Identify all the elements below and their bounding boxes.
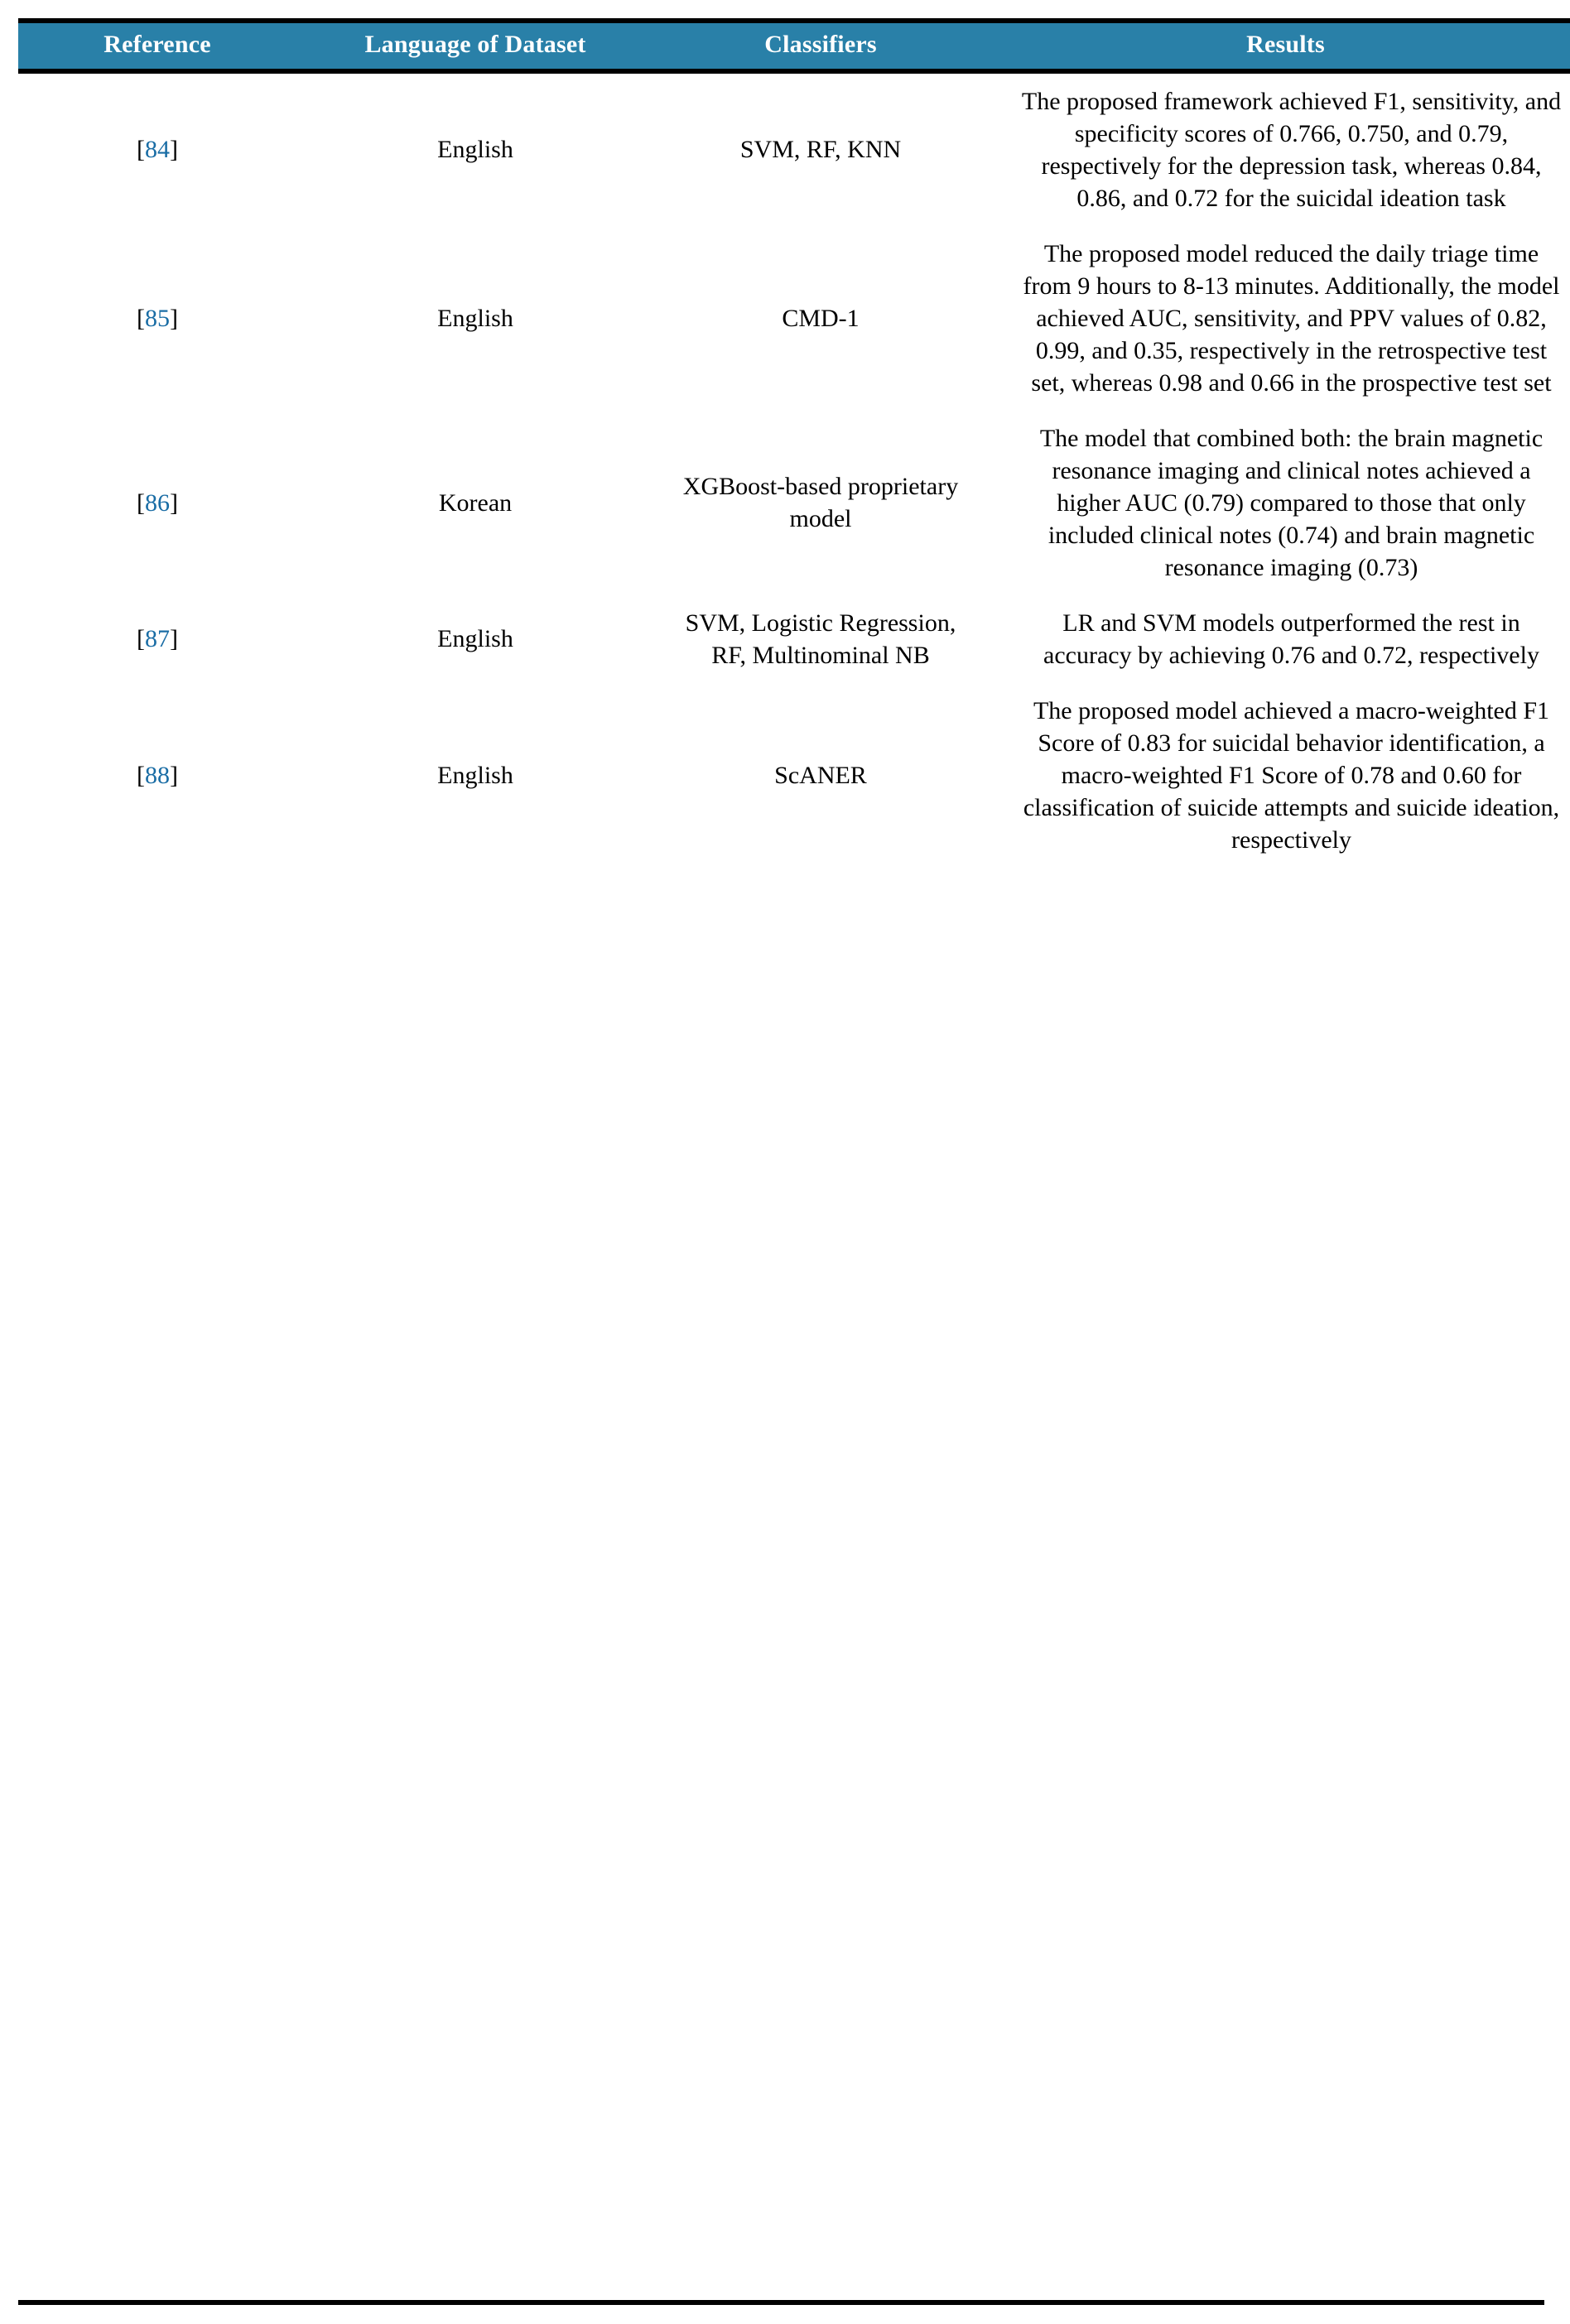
cell-reference (18, 71, 296, 226)
cell-reference (18, 226, 296, 411)
citation-bracket-close: ] (170, 761, 178, 789)
table-row (18, 411, 1570, 595)
table-row (18, 595, 1570, 683)
citation-reference (137, 625, 178, 652)
results-table (18, 18, 1570, 873)
cell-language: English (437, 136, 513, 163)
cell-reference (18, 595, 296, 683)
citation-reference (137, 762, 178, 789)
citation-number[interactable]: 85 (145, 304, 170, 332)
cell-results: The proposed framework achieved F1, sensitivity, and specificity scores of 0.766, 0.750, and 0.79, respectively for the depression task, whereas 0.84, 0.86, and 0.72 for the suicidal ideation task (1021, 87, 1562, 212)
cell-results: The proposed model reduced the daily triage time from 9 hours to 8-13 minutes. Additionally, the model achieved AUC, sensitivity, and PPV values of 0.82, 0.99, and 0.35, respectively in the retrospective test set, whereas 0.98 and 0.66 in the prospective test set (1023, 239, 1560, 397)
citation-bracket-close: ] (170, 625, 178, 652)
table-header (18, 21, 1570, 71)
table-header-row (18, 21, 1570, 71)
citation-reference (137, 305, 178, 332)
cell-language: English (437, 304, 513, 332)
results-table-container (18, 18, 1562, 873)
citation-bracket-close: ] (170, 136, 178, 163)
column-header-language: Language of Dataset (296, 21, 654, 71)
column-header-results: Results (987, 21, 1570, 71)
citation-number[interactable]: 84 (145, 136, 170, 163)
cell-classifiers: CMD-1 (782, 304, 860, 332)
citation-number[interactable]: 86 (145, 488, 170, 517)
table-row (18, 71, 1570, 226)
table-row (18, 226, 1570, 411)
citation-number[interactable]: 87 (145, 625, 170, 652)
table-body (18, 71, 1570, 873)
citation-reference (137, 489, 178, 517)
citation-bracket-close: ] (170, 304, 178, 332)
cell-results: LR and SVM models outperformed the rest in accuracy by achieving 0.76 and 0.72, respectively (1043, 609, 1539, 669)
cell-results: The proposed model achieved a macro-weighted F1 Score of 0.83 for suicidal behavior identification, a macro-weighted F1 Score of 0.78 and 0.60 for classification of suicide attempts and suicide ideation, respectively (1023, 696, 1560, 854)
cell-classifiers: SVM, Logistic Regression, RF, Multinominal NB (685, 609, 956, 669)
citation-bracket-open: [ (137, 136, 145, 163)
table-row (18, 683, 1570, 873)
column-header-classifiers: Classifiers (654, 21, 987, 71)
citation-bracket-open: [ (137, 304, 145, 332)
cell-language: English (437, 761, 513, 789)
cell-results: The model that combined both: the brain magnetic resonance imaging and clinical notes achieved a higher AUC (0.79) compared to those that only included clinical notes (0.74) and brain magnetic resonance imaging (0.73) (1039, 424, 1544, 581)
column-header-reference: Reference (18, 21, 296, 71)
table-bottom-rule (18, 2300, 1544, 2305)
cell-classifiers: SVM, RF, KNN (739, 136, 902, 163)
citation-reference (137, 136, 178, 163)
cell-language: Korean (438, 488, 513, 517)
cell-reference (18, 683, 296, 873)
citation-bracket-open: [ (137, 761, 145, 789)
cell-classifiers: ScANER (774, 761, 867, 789)
cell-language: English (437, 625, 513, 652)
citation-bracket-close: ] (170, 488, 178, 517)
cell-reference (18, 411, 296, 595)
cell-classifiers: XGBoost-based proprietary model (682, 473, 959, 532)
citation-bracket-open: [ (137, 625, 145, 652)
citation-number[interactable]: 88 (145, 761, 170, 789)
citation-bracket-open: [ (137, 488, 145, 517)
